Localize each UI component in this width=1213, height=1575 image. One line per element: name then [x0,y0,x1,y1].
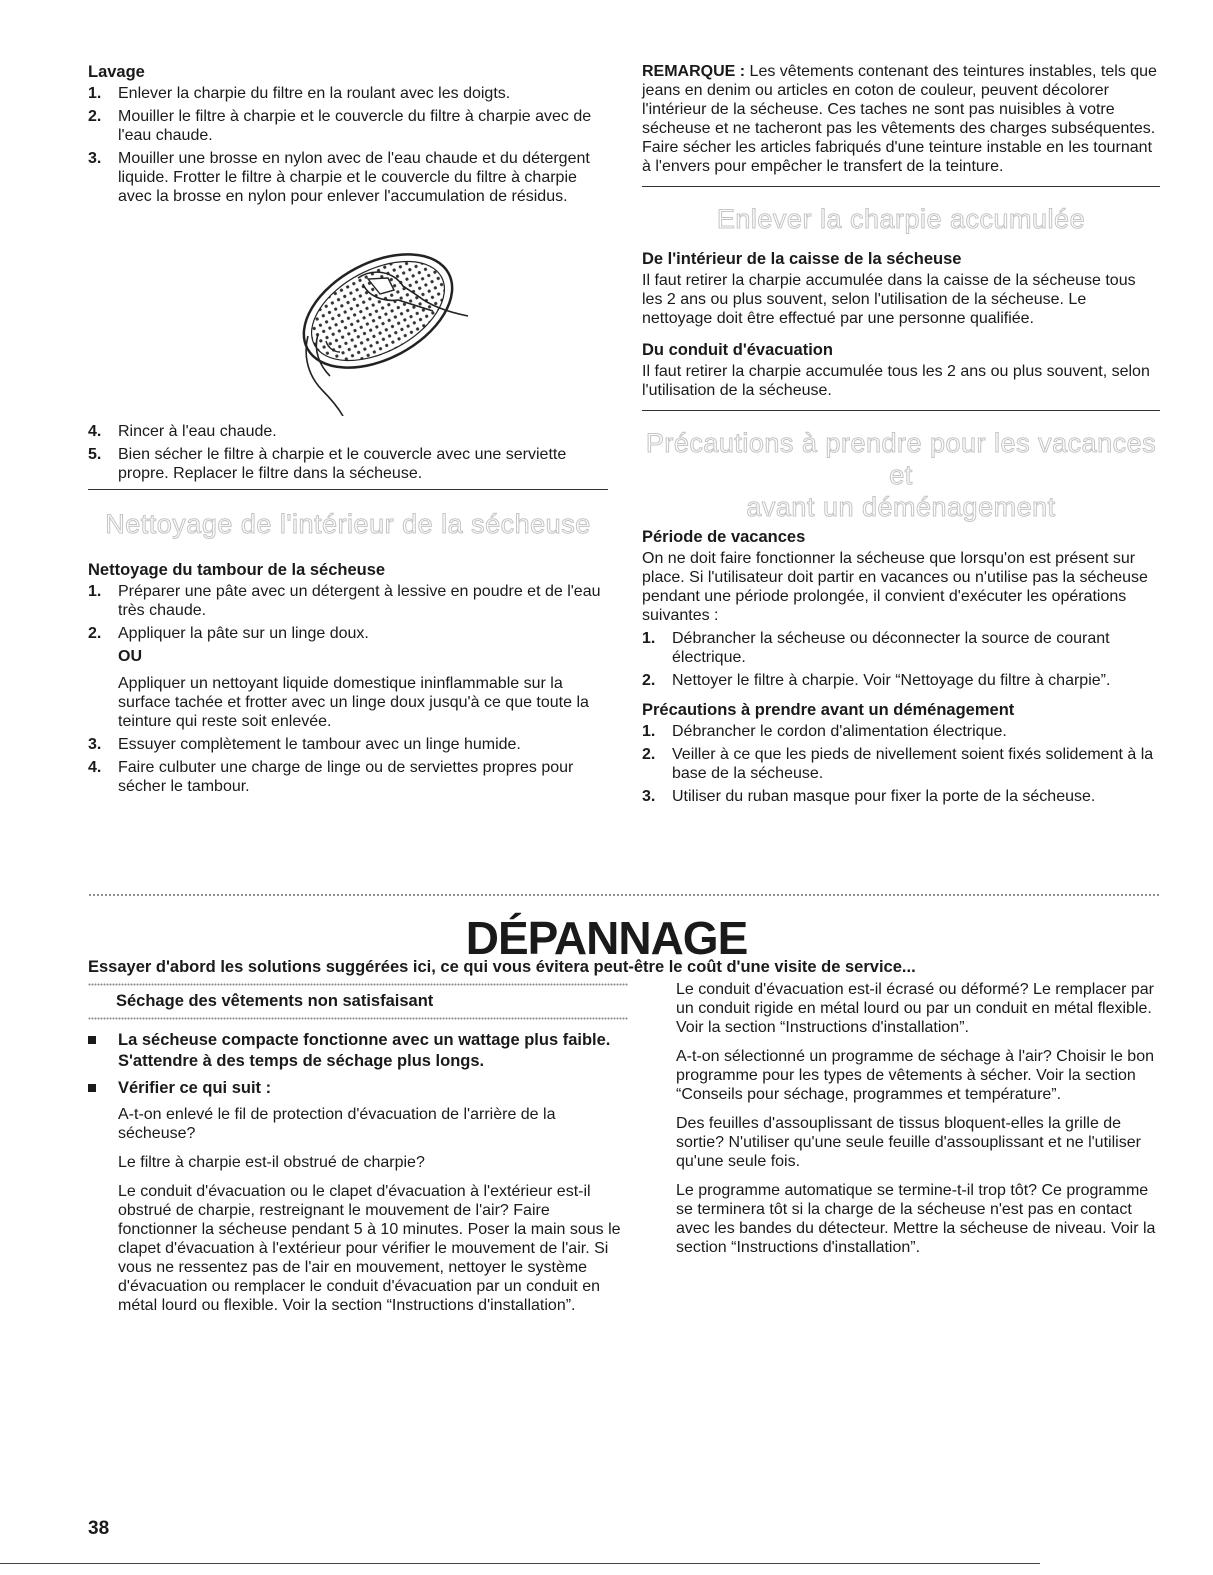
list-item: 4. Faire culbuter une charge de linge ou de serviettes propres pour sécher le tambour. [88,759,574,795]
list-item: 3. Essuyer complètement le tambour avec un linge humide. [88,736,521,753]
lavage-heading: Lavage [88,63,145,81]
check-paragraph: Le conduit d'évacuation ou le clapet d'évacuation à l'extérieur est-il obstrué de charpie, restreignant le mouvement de l'air? Faire fonctionner la sécheuse pendant 5 à 10 minutes. Poser la main sous le clapet d'évacuation à l'extérieur pour vérifier le mouvement de l'air. Si vous ne ressentez pas de l'air en mouvement, nettoyer le système d'évacuation ou remplacer le conduit d'évacuation par un conduit en métal lourd ou flexible. Voir la section “Instructions d'installation”. [118,1183,621,1314]
problem-heading: Séchage des vêtements non satisfaisant [88,983,628,1020]
section-divider [642,410,1160,411]
section-title-vacation-line1: Précautions à prendre pour les vacances et [645,428,1157,490]
cabinet-text: Il faut retirer la charpie accumulée dans la caisse de la sécheuse tous les 2 ans ou plus souvent, selon l'utilisation de la sécheuse. Le nettoyage doit être effectué par une personne qualifiée. [642,272,1136,327]
or-label: OU [118,648,142,665]
troubleshooting-lead: Essayer d'abord les solutions suggérées ici, ce qui vous évitera peut-être le coût d'une visite de service... [88,958,916,976]
right-column [642,62,1160,810]
check-paragraph: Le filtre à charpie est-il obstrué de charpie? [118,1154,425,1171]
list-item: 2. Nettoyer le filtre à charpie. Voir “Nettoyage du filtre à charpie”. [642,672,1111,689]
lint-filter-illustration [268,216,508,416]
troubleshooting-title: DÉPANNAGE [465,912,748,964]
square-bullet-icon [88,1036,96,1044]
cabinet-heading: De l'intérieur de la caisse de la sécheuse [642,250,962,268]
list-item: 4. Rincer à l'eau chaude. [88,423,277,440]
left-column [88,62,608,800]
page-number: 38 [88,1518,110,1539]
drum-steps [88,582,608,796]
check-paragraph: A-t-on sélectionné un programme de séchage à l'air? Choisir le bon programme pour les types de vêtements à sécher. Voir la section “Conseils pour séchage, programmes et température”. [676,1048,1154,1103]
alt-instruction: Appliquer un nettoyant liquide domestique ininflammable sur la surface tachée et frotter avec un linge doux jusqu'à ce que toute la teinture qui reste soit enlevée. [118,675,589,730]
moving-heading: Précautions à prendre avant un déménagement [642,701,1015,719]
list-item: 1. Débrancher le cordon d'alimentation électrique. [642,723,1007,740]
bullet-item: La sécheuse compacte fonctionne avec un wattage plus faible. S'attendre à des temps de séchage plus longs. [88,1030,628,1072]
list-item: 5. Bien sécher le filtre à charpie et le couvercle avec une serviette propre. Replacer le filtre dans la sécheuse. [88,446,567,482]
list-item: 1. Débrancher la sécheuse ou déconnecter la source de courant électrique. [642,630,1110,666]
troubleshooting-left-column [88,983,628,1315]
list-item: 3. Utiliser du ruban masque pour fixer la porte de la sécheuse. [642,788,1096,805]
drum-heading: Nettoyage du tambour de la sécheuse [88,561,386,579]
list-item: 2. Veiller à ce que les pieds de nivellement soient fixés solidement à la base de la sécheuse. [642,746,1154,782]
list-item: 1. Préparer une pâte avec un détergent à lessive en poudre et de l'eau très chaude. [88,583,601,619]
exhaust-heading: Du conduit d'évacuation [642,341,833,359]
check-paragraph: Des feuilles d'assouplissant de tissus bloquent-elles la grille de sortie? N'utiliser qu'une seule feuille d'assouplissant et ne l'utiliser qu'une seule fois. [676,1115,1141,1170]
vacation-steps [642,629,1160,690]
list-item: 2. Appliquer la pâte sur un linge doux. OU Appliquer un nettoyant liquide domestique ininflammable sur la surface tachée et frotter avec un linge doux jusqu'à ce que toute la teinture qui reste soit enlevée. [88,624,608,731]
section-title-vacation-line2: avant un déménagement [746,492,1056,522]
troubleshooting-right-column [676,980,1162,1257]
lavage-steps [88,84,608,206]
remarque-note: REMARQUE : Les vêtements contenant des teintures instables, tels que jeans en denim ou articles en coton de couleur, peuvent décolorer l'intérieur de la sécheuse. Ces taches ne sont pas nuisibles à votre sécheuse et ne tacheront pas les vêtements des charges subséquentes. Faire sécher les articles fabriqués d'une teinture instable en les tournant à l'envers pour empêcher le transfert de la teinture. [642,63,1157,175]
check-paragraph: Le programme automatique se termine-t-il trop tôt? Ce programme se terminera tôt si la charge de la sécheuse n'est pas en contact avec les bandes du détecteur. Mettre la sécheuse de niveau. Voir la section “Instructions d'installation”. [676,1182,1156,1256]
dotted-separator [88,893,1160,897]
vacation-heading: Période de vacances [642,528,806,546]
square-bullet-icon [88,1084,96,1092]
vacation-text: On ne doit faire fonctionner la sécheuse que lorsqu'on est présent sur place. Si l'utilisateur doit partir en vacances ou n'utilise pas la sécheuse pendant une période prolongée, il convient d'exécuter les opérations suivantes : [642,550,1148,624]
section-divider [88,489,608,490]
section-title-lint: Enlever la charpie accumulée [716,204,1086,234]
check-paragraph: A-t-on enlevé le fil de protection d'évacuation de l'arrière de la sécheuse? [118,1106,556,1142]
footer-rule [0,1563,1040,1564]
moving-steps [642,722,1160,806]
section-title-interior: Nettoyage de l'intérieur de la sécheuse [105,509,591,539]
exhaust-text: Il faut retirer la charpie accumulée tous les 2 ans ou plus souvent, selon l'utilisation de la sécheuse. [642,363,1150,399]
section-divider [642,186,1160,187]
list-item: 3. Mouiller une brosse en nylon avec de l'eau chaude et du détergent liquide. Frotter le filtre à charpie et le couvercle du filtre à charpie avec la brosse en nylon pour enlever l'accumulation de résidus. [88,150,590,205]
check-paragraph: Le conduit d'évacuation est-il écrasé ou déformé? Le remplacer par un conduit rigide en métal lourd ou par un conduit en métal flexible. Voir la section “Instructions d'installation”. [676,981,1154,1036]
bullet-item: Vérifier ce qui suit : [88,1078,628,1099]
list-item: 2. Mouiller le filtre à charpie et le couvercle du filtre à charpie avec de l'eau chaude. [88,108,592,144]
list-item: 1. Enlever la charpie du filtre en la roulant avec les doigts. [88,85,511,102]
lavage-steps-continued [88,422,608,483]
